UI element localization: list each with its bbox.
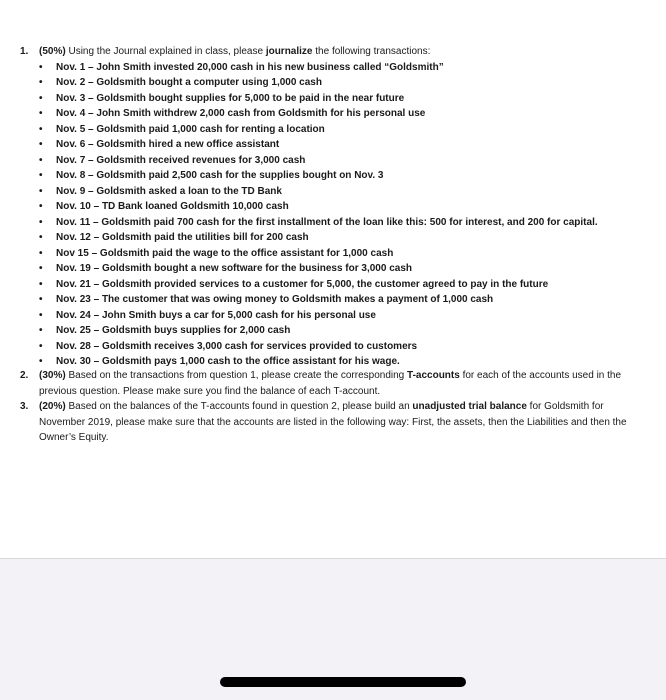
transaction-item (39, 106, 640, 122)
transaction-text: Nov. 11 – Goldsmith paid 700 cash for the first installment of the loan like this: 500 for interest, and 200 for capital. (56, 216, 598, 228)
question-text-before: Based on the balances of the T-accounts found in question 2, please build an (65, 401, 413, 412)
question-text-before: Using the Journal explained in class, please (65, 46, 266, 57)
transaction-text: Nov. 7 – Goldsmith received revenues for 3,000 cash (56, 154, 306, 166)
transaction-item (39, 153, 640, 169)
bullet-icon: • (39, 92, 43, 104)
question-2 (20, 368, 640, 399)
transaction-item (39, 339, 640, 355)
transaction-text: Nov. 23 – The customer that was owing money to Goldsmith makes a payment of 1,000 cash (56, 294, 494, 305)
question-text-before: Based on the transactions from question 1, please create the corresponding (65, 370, 408, 381)
transaction-item (39, 292, 640, 308)
transaction-item (39, 199, 640, 215)
transaction-item (39, 230, 640, 246)
transaction-text: Nov. 24 – John Smith buys a car for 5,000 cash for his personal use (56, 309, 376, 321)
transaction-text: Nov. 19 – Goldsmith bought a new software for the business for 3,000 cash (56, 263, 413, 274)
bullet-icon: • (39, 294, 43, 305)
question-number: 2. (20, 370, 29, 381)
transaction-item (39, 168, 640, 184)
question-text-after: for each of the accounts used in the previous question. Please make sure you find the balance of each T-account. (39, 370, 622, 397)
transaction-item (39, 91, 640, 107)
question-number: 1. (20, 46, 29, 57)
transaction-text: Nov. 6 – Goldsmith hired a new office assistant (56, 139, 280, 150)
question-text-after: the following transactions: (312, 46, 431, 57)
transaction-item (39, 60, 640, 76)
transaction-item (39, 323, 640, 339)
transaction-item (39, 261, 640, 277)
bullet-icon: • (39, 201, 43, 212)
question-weight: (30%) (39, 370, 66, 381)
bullet-icon: • (39, 154, 43, 166)
bullet-icon: • (39, 325, 43, 336)
transaction-text: Nov. 9 – Goldsmith asked a loan to the TD Bank (56, 185, 282, 197)
question-text-after: for Goldsmith for November 2019, please make sure that the accounts are listed in the following way: First, the assets, then the Liabilities and then the Owner’s Equity. (39, 401, 627, 443)
bullet-icon: • (39, 123, 43, 135)
transaction-item (39, 122, 640, 138)
question-number: 3. (20, 401, 29, 412)
bullet-icon: • (39, 278, 43, 290)
question-3 (20, 399, 640, 446)
bullet-icon: • (39, 216, 43, 228)
transaction-text: Nov. 28 – Goldsmith receives 3,000 cash for services provided to customers (56, 340, 418, 352)
question-text (39, 368, 640, 399)
bullet-icon: • (39, 139, 43, 150)
transaction-text: Nov. 1 – John Smith invested 20,000 cash in his new business called “Goldsmith” (56, 61, 444, 73)
transaction-item (39, 246, 640, 262)
bullet-icon: • (39, 170, 43, 181)
transaction-text: Nov. 3 – Goldsmith bought supplies for 5,000 to be paid in the near future (56, 92, 405, 104)
transaction-text: Nov. 30 – Goldsmith pays 1,000 cash to the office assistant for his wage. (56, 356, 400, 367)
transaction-text: Nov. 2 – Goldsmith bought a computer using 1,000 cash (56, 77, 322, 88)
question-weight: (20%) (39, 401, 66, 412)
transaction-text: Nov. 21 – Goldsmith provided services to a customer for 5,000, the customer agreed to pay in the future (56, 278, 549, 290)
bullet-icon: • (39, 232, 43, 243)
transaction-text: Nov. 5 – Goldsmith paid 1,000 cash for renting a location (56, 123, 325, 135)
transaction-text: Nov. 25 – Goldsmith buys supplies for 2,000 cash (56, 325, 291, 336)
question-emphasis: journalize (265, 46, 313, 57)
question-text (39, 399, 640, 446)
transaction-item (39, 184, 640, 200)
transaction-text: Nov. 12 – Goldsmith paid the utilities bill for 200 cash (56, 232, 309, 243)
question-emphasis: unadjusted trial balance (412, 401, 527, 412)
home-indicator[interactable] (220, 677, 466, 687)
transaction-list (39, 60, 640, 370)
question-emphasis: T-accounts (407, 370, 460, 381)
transaction-item (39, 308, 640, 324)
question-text (39, 44, 640, 60)
transaction-text: Nov. 4 – John Smith withdrew 2,000 cash from Goldsmith for his personal use (56, 108, 426, 119)
bullet-icon: • (39, 185, 43, 197)
transaction-text: Nov 15 – Goldsmith paid the wage to the office assistant for 1,000 cash (56, 247, 394, 259)
question-1 (20, 44, 640, 370)
transaction-item (39, 277, 640, 293)
transaction-text: Nov. 10 – TD Bank loaned Goldsmith 10,000 cash (56, 201, 289, 212)
bullet-icon: • (39, 356, 43, 367)
bullet-icon: • (39, 263, 43, 274)
transaction-item (39, 215, 640, 231)
bullet-icon: • (39, 309, 43, 321)
bullet-icon: • (39, 61, 43, 73)
transaction-text: Nov. 8 – Goldsmith paid 2,500 cash for the supplies bought on Nov. 3 (56, 170, 384, 181)
transaction-item (39, 137, 640, 153)
bullet-icon: • (39, 108, 43, 119)
question-weight: (50%) (39, 46, 66, 57)
transaction-item (39, 75, 640, 91)
bullet-icon: • (39, 247, 43, 259)
bullet-icon: • (39, 77, 43, 88)
bullet-icon: • (39, 340, 43, 352)
